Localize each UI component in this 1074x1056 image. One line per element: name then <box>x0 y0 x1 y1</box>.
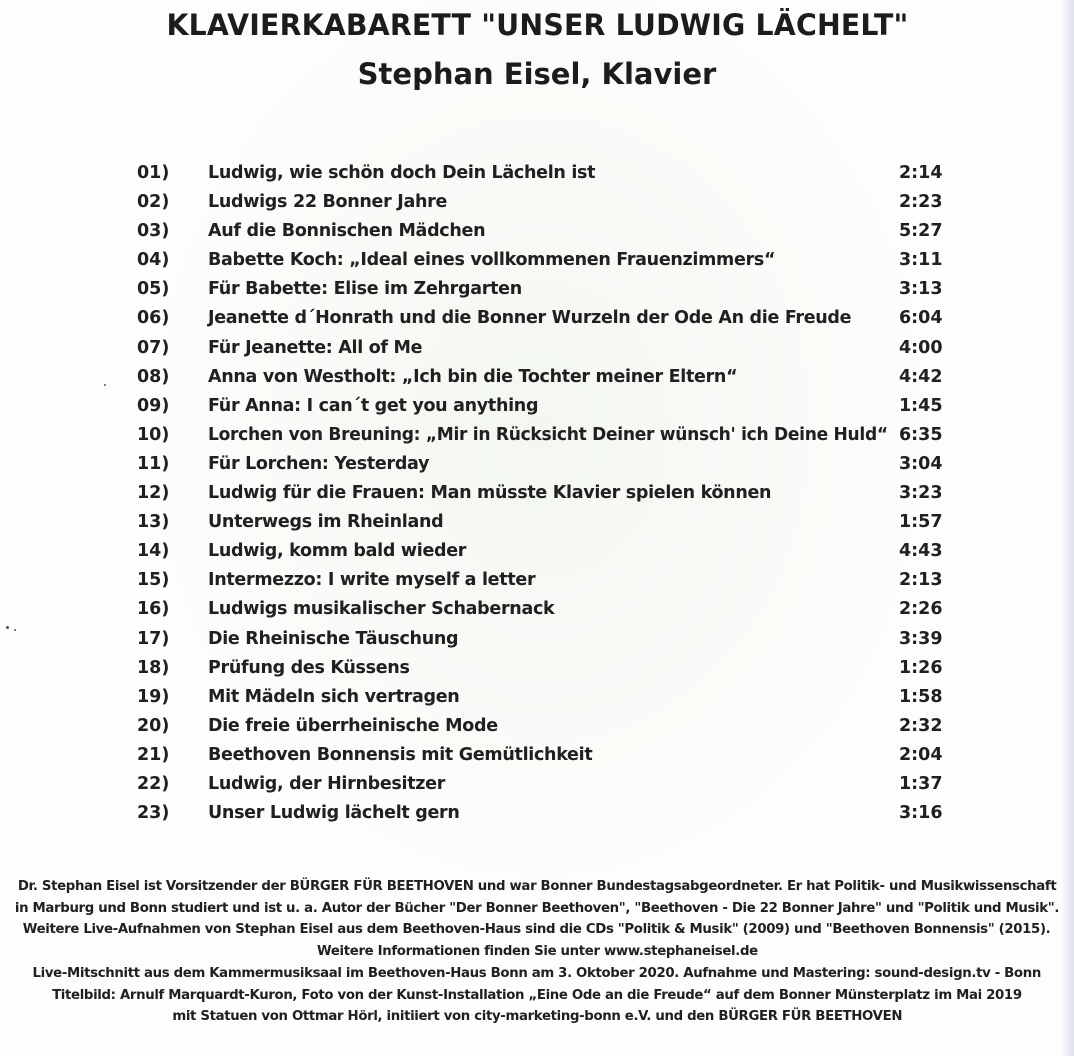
track-number: 08) <box>137 366 170 387</box>
track-number: 09) <box>137 395 170 416</box>
credits-line: Titelbild: Arnulf Marquardt-Kuron, Foto von der Kunst-Installation „Eine Ode an die Freude“ auf dem Bonner Münsterplatz im Mai 2019 <box>52 986 1022 1003</box>
track-title: Jeanette d´Honrath und die Bonner Wurzeln der Ode An die Freude <box>208 308 852 329</box>
track-title: Babette Koch: „Ideal eines vollkommenen Frauenzimmers“ <box>208 250 776 271</box>
track-row <box>137 566 957 595</box>
track-number: 21) <box>137 744 170 765</box>
track-title: Unser Ludwig lächelt gern <box>208 803 460 824</box>
track-number: 11) <box>137 453 170 474</box>
track-row <box>137 363 957 392</box>
track-title: Intermezzo: I write myself a letter <box>208 570 536 591</box>
credits-line: mit Statuen von Ottmar Hörl, initiiert von city-marketing-bonn e.V. und den BÜRGER FÜR BEETHOVEN <box>172 1008 902 1025</box>
track-title: Ludwig für die Frauen: Man müsste Klavier spielen können <box>208 483 772 504</box>
credits-line: Dr. Stephan Eisel ist Vorsitzender der BÜRGER FÜR BEETHOVEN und war Bonner Bundestagsabgeordneter. Er hat Politik- und Musikwissenschaft <box>17 878 1057 894</box>
track-duration: 2:32 <box>899 715 943 736</box>
track-duration: 5:27 <box>899 221 943 242</box>
track-title: Die Rheinische Täuschung <box>208 628 459 649</box>
track-number: 01) <box>137 163 170 183</box>
track-row <box>137 799 957 828</box>
track-number: 05) <box>137 279 170 300</box>
track-duration: 3:11 <box>899 250 943 271</box>
track-number: 18) <box>137 657 170 678</box>
track-row <box>137 275 957 304</box>
track-row <box>137 595 957 624</box>
track-title: Ludwig, komm bald wieder <box>208 541 467 562</box>
scan-speck <box>14 629 16 631</box>
track-row <box>137 159 957 188</box>
track-duration: 3:23 <box>899 483 943 504</box>
track-row <box>137 741 957 770</box>
track-number: 17) <box>137 628 170 649</box>
track-title: Auf die Bonnischen Mädchen <box>208 221 486 242</box>
track-row <box>137 392 957 421</box>
track-row <box>137 246 957 275</box>
credits-line: in Marburg und Bonn studiert und ist u. a. Autor der Bücher "Der Bonner Beethoven", "Beethoven - Die 22 Bonner Jahre" und "Politik und Musik". <box>14 899 1060 916</box>
track-number: 23) <box>137 803 170 824</box>
track-title: Ludwig, der Hirnbesitzer <box>208 773 446 794</box>
track-title: Die freie überrheinische Mode <box>208 715 498 736</box>
track-number: 13) <box>137 512 170 533</box>
track-title: Beethoven Bonnensis mit Gemütlichkeit <box>208 744 593 765</box>
track-duration: 1:37 <box>899 773 943 794</box>
track-row <box>137 537 957 566</box>
track-number: 04) <box>137 250 170 271</box>
track-title: Ludwig, wie schön doch Dein Lächeln ist <box>208 163 596 183</box>
track-duration: 1:57 <box>899 512 943 533</box>
album-title: KLAVIERKABARETT "UNSER LUDWIG LÄCHELT" <box>165 8 909 42</box>
track-title: Ludwigs 22 Bonner Jahre <box>208 192 448 213</box>
track-row <box>137 625 957 654</box>
track-title: Für Babette: Elise im Zehrgarten <box>208 279 522 300</box>
credits-line: Live-Mitschnitt aus dem Kammermusiksaal im Beethoven-Haus Bonn am 3. Oktober 2020. Aufnahme und Mastering: sound-design.tv - Bonn <box>32 964 1042 981</box>
track-row <box>137 334 957 363</box>
track-duration: 3:39 <box>899 628 943 649</box>
track-title: Mit Mädeln sich vertragen <box>208 686 460 707</box>
track-number: 10) <box>137 424 170 445</box>
scan-speck <box>104 384 106 386</box>
track-row <box>137 683 957 712</box>
track-number: 06) <box>137 308 170 329</box>
track-title: Lorchen von Breuning: „Mir in Rücksicht Deiner wünsch' ich Deine Huld“ <box>208 424 888 445</box>
track-duration: 3:16 <box>899 803 943 824</box>
track-number: 14) <box>137 541 170 562</box>
track-duration: 2:23 <box>899 192 943 213</box>
track-number: 12) <box>137 483 170 504</box>
track-list <box>137 159 957 828</box>
track-duration: 4:00 <box>899 337 943 358</box>
track-number: 02) <box>137 192 170 213</box>
track-number: 03) <box>137 221 170 242</box>
track-duration: 6:35 <box>899 424 943 445</box>
track-duration: 3:13 <box>899 279 943 300</box>
credits-line: Weitere Informationen finden Sie unter www.stephaneisel.de <box>316 943 758 960</box>
track-number: 16) <box>137 599 170 620</box>
track-duration: 3:04 <box>899 453 943 474</box>
track-row <box>137 712 957 741</box>
track-row <box>137 770 957 799</box>
track-duration: 2:26 <box>899 599 943 620</box>
track-title: Ludwigs musikalischer Schabernack <box>208 599 555 620</box>
track-row <box>137 508 957 537</box>
artist-line: Stephan Eisel, Klavier <box>357 57 717 91</box>
track-number: 20) <box>137 715 170 736</box>
track-row <box>137 421 957 450</box>
track-title: Für Jeanette: All of Me <box>208 337 423 358</box>
track-row <box>137 304 957 333</box>
track-duration: 2:04 <box>899 744 943 765</box>
scan-speck <box>6 626 9 629</box>
track-row <box>137 188 957 217</box>
track-number: 15) <box>137 570 170 591</box>
track-number: 22) <box>137 773 170 794</box>
track-duration: 6:04 <box>899 308 943 329</box>
track-duration: 2:14 <box>899 163 943 183</box>
credits-footer <box>0 876 1074 1028</box>
track-row <box>137 654 957 683</box>
track-duration: 4:43 <box>899 541 943 562</box>
track-title: Für Lorchen: Yesterday <box>208 453 430 474</box>
track-row <box>137 217 957 246</box>
track-duration: 1:58 <box>899 686 943 707</box>
track-title: Für Anna: I can´t get you anything <box>208 395 539 416</box>
header <box>0 6 1074 94</box>
track-duration: 1:26 <box>899 657 943 678</box>
track-number: 19) <box>137 686 170 707</box>
track-title: Anna von Westholt: „Ich bin die Tochter meiner Eltern“ <box>208 366 738 387</box>
credits-line: Weitere Live-Aufnahmen von Stephan Eisel aus dem Beethoven-Haus sind die CDs "Politik & Musik" (2009) und "Beethoven Bonnensis" (2015). <box>23 921 1051 938</box>
track-duration: 4:42 <box>899 366 943 387</box>
track-number: 07) <box>137 337 170 358</box>
track-duration: 2:13 <box>899 570 943 591</box>
track-title: Unterwegs im Rheinland <box>208 512 444 533</box>
track-row <box>137 450 957 479</box>
track-title: Prüfung des Küssens <box>208 657 410 678</box>
track-row <box>137 479 957 508</box>
track-duration: 1:45 <box>899 395 943 416</box>
